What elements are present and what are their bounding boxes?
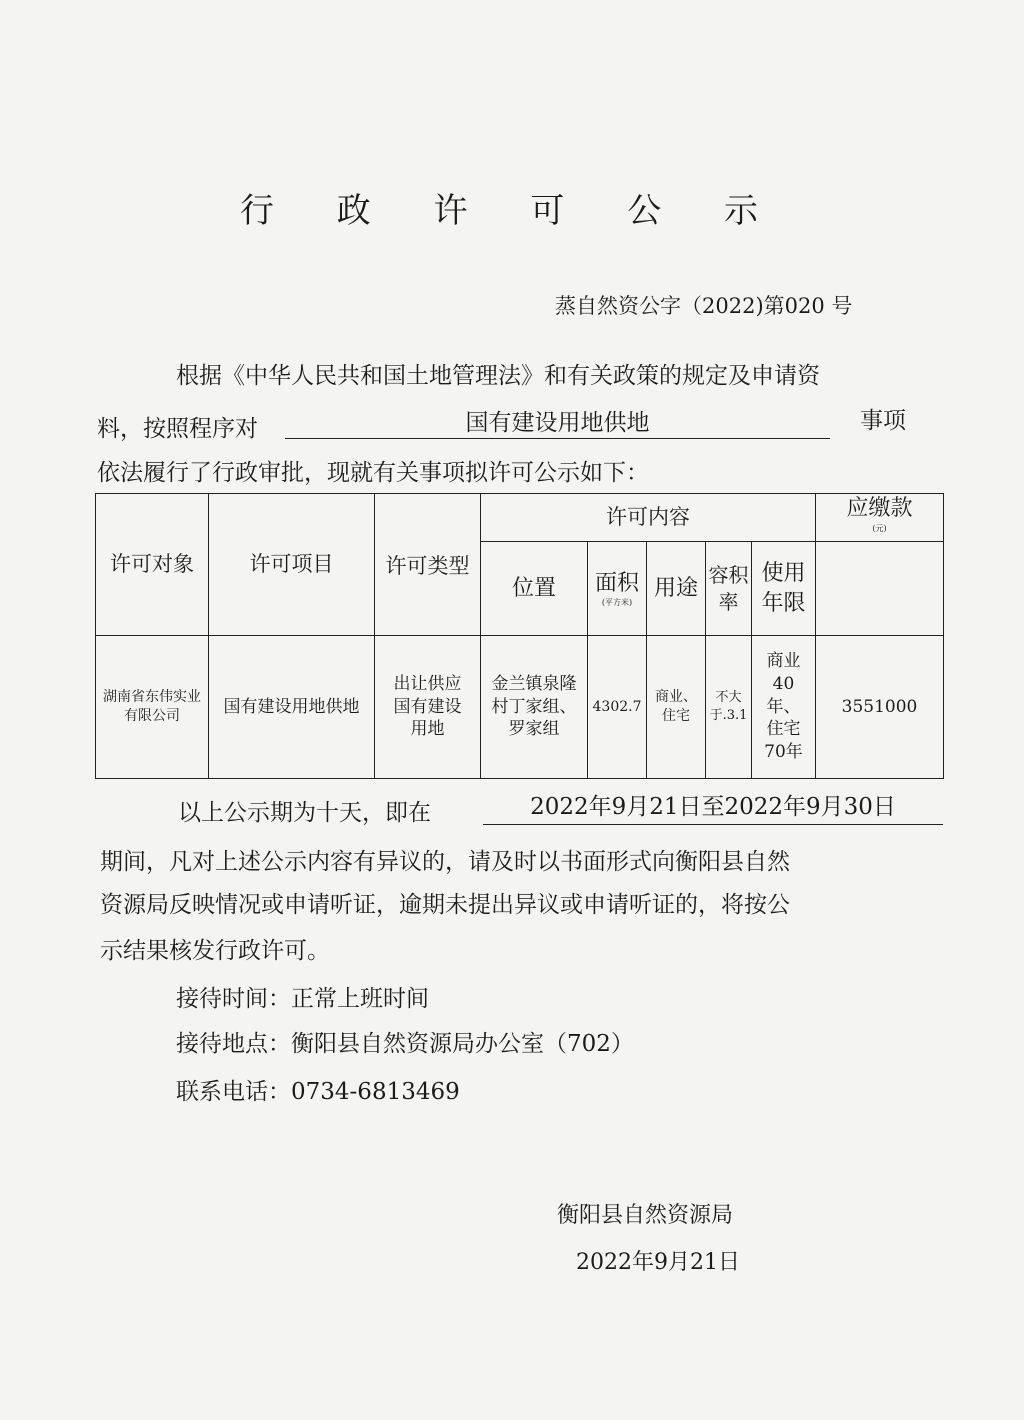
header-fee: [816, 494, 944, 542]
header-fee-blank: [816, 542, 944, 636]
period-dates: 2022年9月21日至2022年9月30日: [483, 788, 943, 825]
period-prefix: 以上公示期为十天，即在: [178, 800, 431, 826]
intro-line-2-suffix: 事项: [860, 408, 906, 434]
row-area: 4302.7: [588, 636, 647, 779]
header-fee-unit: (元): [872, 523, 887, 533]
permit-item-field: 国有建设用地供地: [285, 404, 830, 439]
row-use: 商业、住宅: [647, 636, 706, 779]
header-area: [588, 542, 647, 636]
header-years: 使用年限: [752, 542, 816, 636]
permit-table: [95, 493, 944, 779]
intro-line-1: 根据《中华人民共和国土地管理法》和有关政策的规定及申请资: [176, 363, 820, 389]
reception-time: 接待时间：正常上班时间: [176, 986, 429, 1012]
period-line-4: 示结果核发行政许可。: [100, 938, 330, 964]
row-location: 金兰镇泉隆村丁家组、罗家组: [481, 636, 588, 779]
reception-place: 接待地点：衡阳县自然资源局办公室（702）: [176, 1031, 634, 1057]
header-content: 许可内容: [481, 494, 816, 542]
header-item: 许可项目: [209, 494, 375, 636]
row-type: 出让供应国有建设用地: [375, 636, 481, 779]
period-line-3: 资源局反映情况或申请听证，逾期未提出异议或申请听证的，将按公: [100, 892, 790, 918]
document-number: 蒸自然资公字（2022)第020 号: [555, 294, 853, 318]
header-subject: 许可对象: [96, 494, 209, 636]
page-title: 行 政 许 可 公 示: [239, 191, 785, 231]
header-location: 位置: [481, 542, 588, 636]
signature-org: 衡阳县自然资源局: [557, 1203, 734, 1228]
row-years: 商业40年、住宅70年: [752, 636, 816, 779]
header-type: 许可类型: [375, 494, 481, 636]
header-area-label: 面积: [594, 570, 639, 596]
contact-phone: 联系电话：0734-6813469: [176, 1079, 460, 1105]
intro-line-3: 依法履行了行政审批，现就有关事项拟许可公示如下：: [97, 460, 649, 486]
row-fee: 3551000: [816, 636, 944, 779]
header-use: 用途: [647, 542, 706, 636]
row-item: 国有建设用地供地: [209, 636, 375, 779]
header-fee-label: 应缴款: [846, 496, 913, 521]
period-line-2: 期间，凡对上述公示内容有异议的，请及时以书面形式向衡阳县自然: [100, 849, 790, 875]
row-ratio: 不大于.3.1: [706, 636, 752, 779]
intro-line-2-prefix: 料，按照程序对: [97, 416, 258, 442]
signature-date: 2022年9月21日: [576, 1250, 740, 1275]
header-area-unit: (平方米): [601, 598, 633, 608]
row-subject: 湖南省东伟实业有限公司: [96, 636, 209, 779]
header-ratio: 容积率: [706, 542, 752, 636]
